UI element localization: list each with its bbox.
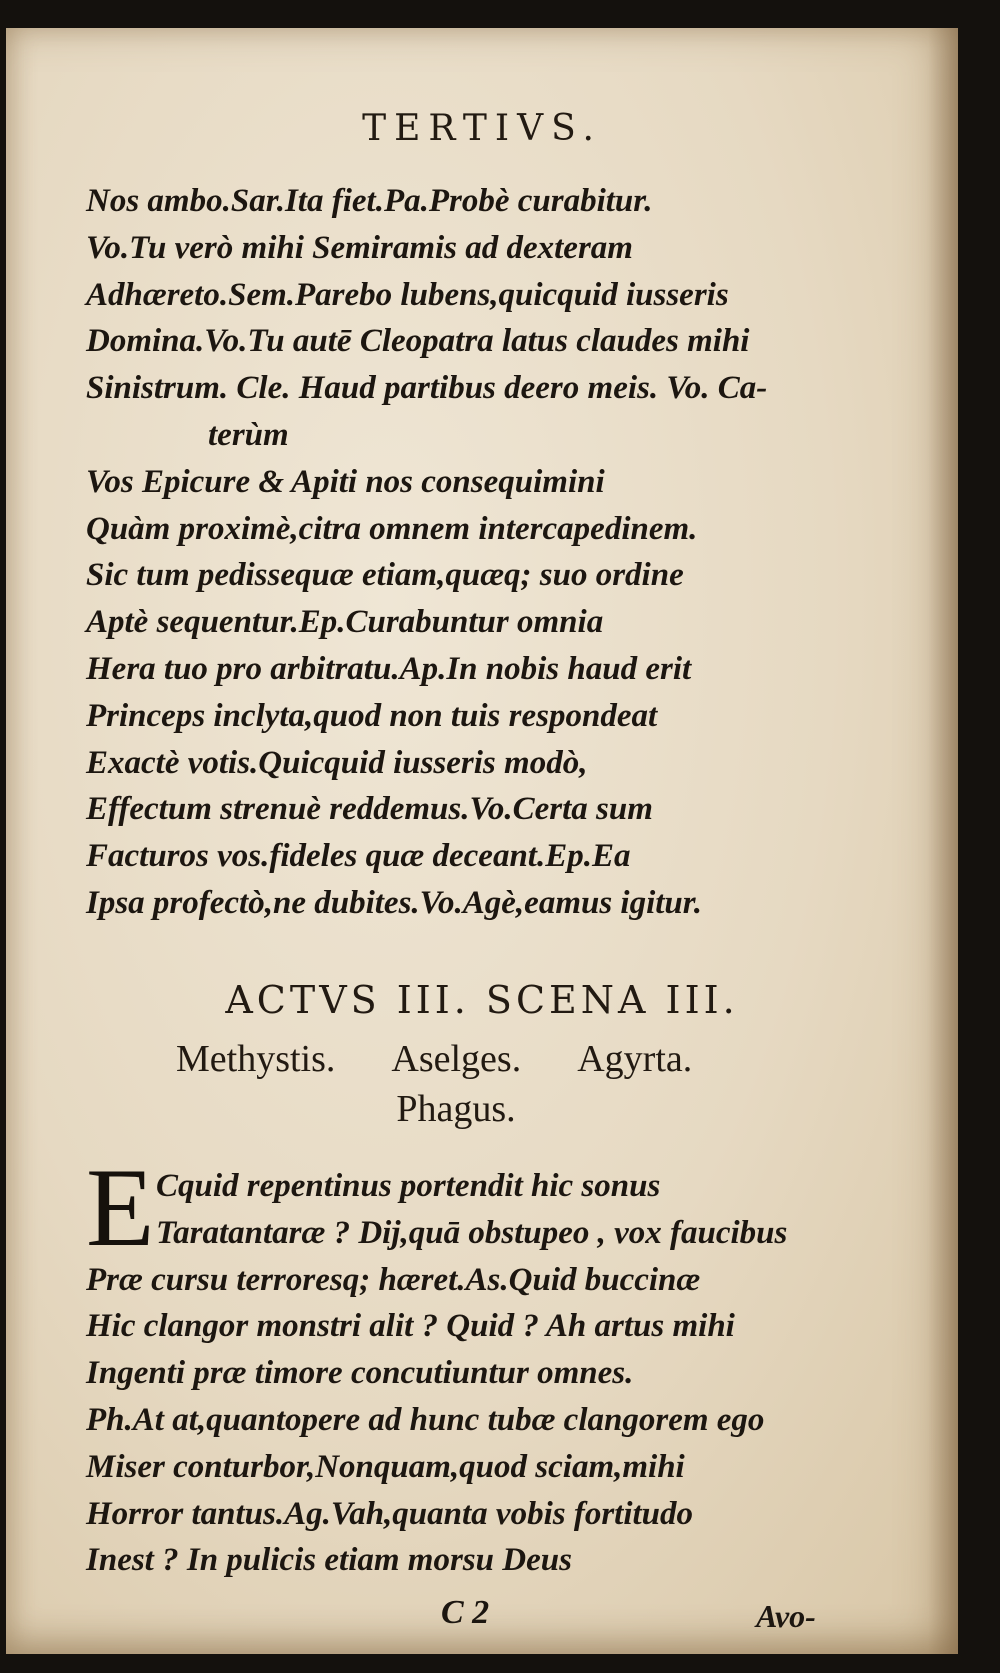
verse-block-upper xyxy=(86,178,886,927)
scene-title: ACTVS III. SCENA III. xyxy=(225,978,739,1022)
verse-line: Præ cursu terroresq; hæret.As.Quid buccinæ xyxy=(86,1261,701,1298)
verse-line: Exactè votis.Quicquid iusseris modò, xyxy=(86,744,588,781)
verse-line: Inest ? In pulicis etiam morsu Deus xyxy=(86,1542,572,1579)
verse-line: Miser conturbor,Nonquam,quod sciam,mihi xyxy=(86,1448,685,1485)
verse-line: Ph.At at,quantopere ad hunc tubæ clangorem ego xyxy=(86,1401,765,1438)
verse-line: Ipsa profectò,ne dubites.Vo.Agè,eamus igitur. xyxy=(86,884,703,921)
drop-cap-initial: E xyxy=(86,1146,155,1270)
verse-block-lower xyxy=(86,1163,886,1584)
book-page xyxy=(6,28,958,1654)
verse-line: Horror tantus.Ag.Vah,quanta vobis fortitudo xyxy=(86,1495,694,1532)
verse-line: Sinistrum. Cle. Haud partibus deero meis. Vo. Ca- xyxy=(86,370,768,407)
cast-name: Methystis. xyxy=(176,1038,336,1080)
signature-mark: C 2 xyxy=(441,1594,490,1631)
cast-row xyxy=(176,1034,776,1084)
verse-line: Vos Epicure & Apiti nos consequimini xyxy=(86,463,605,500)
verse-line: Facturos vos.fideles quæ deceant.Ep.Ea xyxy=(86,838,631,875)
verse-line: Hic clangor monstri alit ? Quid ? Ah artus mihi xyxy=(86,1308,735,1345)
verse-line: Princeps inclyta,quod non tuis respondeat xyxy=(86,697,658,734)
catchword: Avo- xyxy=(756,1598,816,1634)
verse-line: Adhæreto.Sem.Parebo lubens,quicquid iusseris xyxy=(86,276,729,313)
verse-line: Quàm proximè,citra omnem intercapedinem. xyxy=(86,510,698,547)
verse-line: Sic tum pedissequæ etiam,quæq; suo ordine xyxy=(86,557,684,594)
verse-line: terùm xyxy=(208,416,289,453)
verse-line: Ingenti præ timore concutiuntur omnes. xyxy=(86,1355,634,1392)
verse-line: Taratantaræ ? Dij,quā obstupeo , vox faucibus xyxy=(156,1214,788,1251)
verse-line: Hera tuo pro arbitratu.Ap.In nobis haud erit xyxy=(86,650,692,687)
verse-line: Cquid repentinus portendit hic sonus xyxy=(156,1168,661,1204)
running-head: TERTIVS. xyxy=(362,108,602,149)
verse-line: Nos ambo.Sar.Ita fiet.Pa.Probè curabitur. xyxy=(86,183,653,219)
cast-name: Phagus. xyxy=(396,1088,516,1130)
verse-line: Vo.Tu verò mihi Semiramis ad dexteram xyxy=(86,229,633,266)
verse-line: Effectum strenuè reddemus.Vo.Certa sum xyxy=(86,791,653,828)
cast-name: Aselges. xyxy=(391,1038,522,1080)
verse-line: Domina.Vo.Tu autē Cleopatra latus claudes mihi xyxy=(86,323,750,360)
cast-name: Agyrta. xyxy=(577,1038,693,1080)
cast-list xyxy=(176,1034,776,1134)
verse-line: Aptè sequentur.Ep.Curabuntur omnia xyxy=(86,604,604,641)
